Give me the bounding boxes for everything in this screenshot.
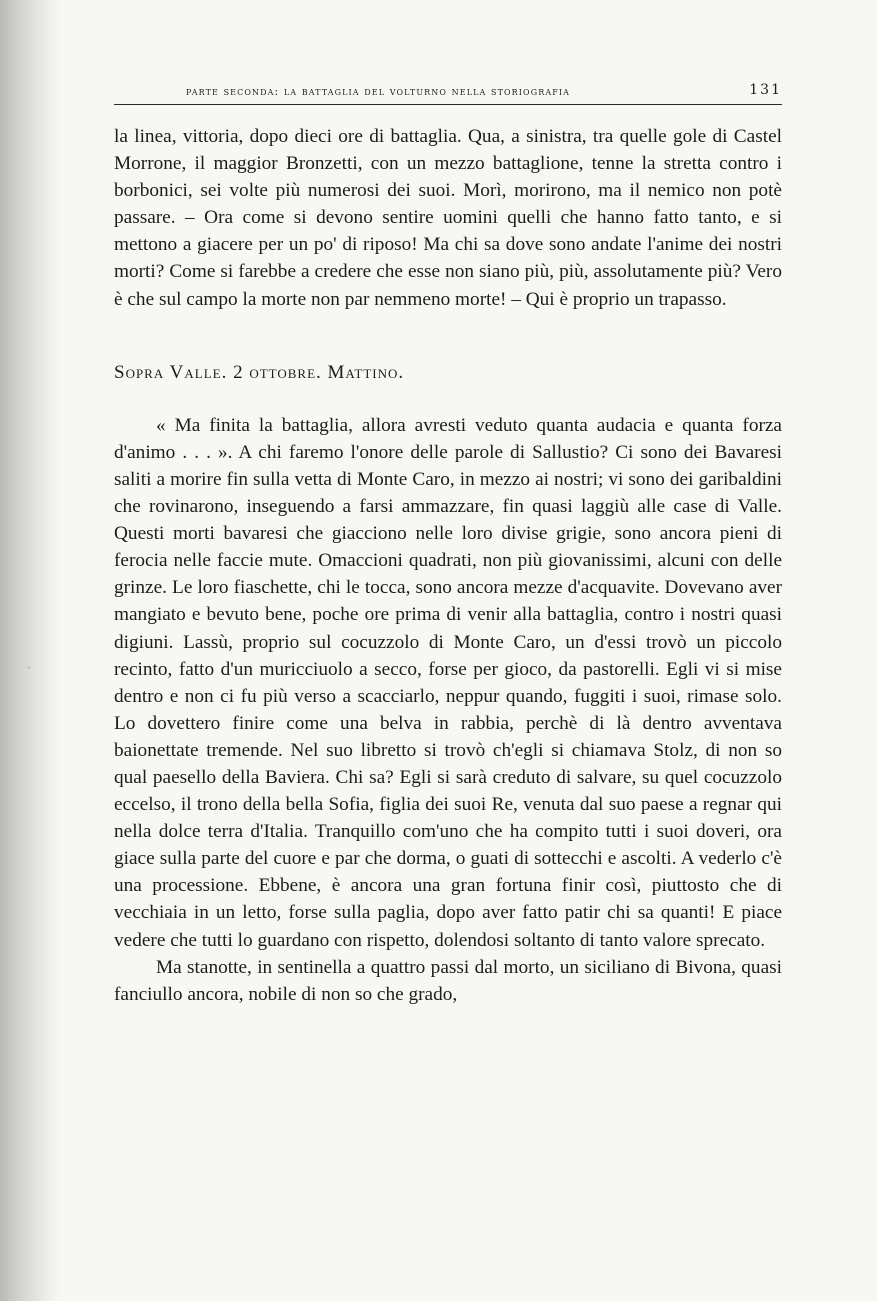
paragraph-sallustio: « Ma finita la battaglia, allora avresti veduto quanta audacia e quanta forza d'animo . . . ». A chi faremo l'onore delle parole di Sallustio? Ci sono dei Bavaresi saliti a morire fin sulla vetta di Monte Caro, in mezzo ai nostri; vi sono dei garibaldini che rovinarono, inseguendo a farsi ammazzare, fin quasi laggiù alle case di Valle. Questi morti bavaresi che giacciono nelle loro divise grigie, sono ancora pieni di ferocia nelle faccie mute. Omaccioni quadrati, non più giovanissimi, alcuni con delle grinze. Le loro fiaschette, chi le tocca, sono ancora mezze d'acquavite. Dovevano aver mangiato e bevuto bene, poche ore prima di venir alla battaglia, contro i nostri quasi digiuni. Lassù, proprio sul cocuzzolo di Monte Caro, un d'essi trovò un piccolo recinto, fatto d'un muricciuolo a secco, forse per gioco, da pastorelli. Egli vi si mise dentro e non ci fu più verso a scacciarlo, neppur quando, fuggiti i suoi, rimase solo. Lo dovettero finire come una belva in rabbia, perchè di là dentro avventava baionettate tremende. Nel suo libretto si trovò ch'egli si chiamava Stolz, di non so qual paesello della Baviera. Chi sa? Egli si sarà creduto di salvare, su quel cocuzzolo eccelso, il trono della bella Sofia, figlia dei suoi Re, venuta dal suo paese a regnar qui nella dolce terra d'Italia. Tranquillo com'uno che ha compito tutti i suoi doveri, ora giace sulla parte del cuore e par che dorma, o guati di sottecchi e ascolti. A vederlo c'è una processione. Ebbene, è ancora una gran fortuna finir così, piuttosto che di vecchiaia in un letto, forse sulla paglia, dopo aver fatto patir chi sa quanti! E piace vedere che tutti lo guardano con rispetto, dolendosi soltanto di tanto valore sprecato. bbox=[114, 414, 782, 951]
book-page bbox=[114, 78, 782, 1008]
page-number: 131 bbox=[749, 82, 782, 98]
running-title: parte seconda: la battaglia del volturno nella storiografia bbox=[186, 85, 570, 98]
binding-gutter-shadow bbox=[0, 0, 60, 1301]
paper-speck bbox=[27, 666, 31, 669]
paragraph-stanotte: Ma stanotte, in sentinella a quattro passi dal morto, un siciliano di Bivona, quasi fanciullo ancora, nobile di non so che grado, bbox=[114, 956, 782, 1005]
section-heading: Sopra Valle. 2 ottobre. Mattino. bbox=[114, 361, 405, 383]
running-header bbox=[114, 78, 782, 105]
paragraph-continued: la linea, vittoria, dopo dieci ore di battaglia. Qua, a sinistra, tra quelle gole di Castel Morrone, il maggior Bronzetti, con un mezzo battaglione, tenne la stretta contro i borbonici, sei volte più numerosi dei suoi. Morì, morirono, ma il nemico non potè passare. – Ora come si devono sentire uomini quelli che hanno fatto tanto, e si mettono a giacere per un po' di riposo! Ma chi sa dove sono andate l'anime dei nostri morti? Come si farebbe a credere che esse non siano più, più, assolutamente più? Vero è che sul campo la morte non par nemmeno morte! – Qui è proprio un trapasso. bbox=[114, 126, 782, 310]
body-text bbox=[114, 123, 782, 1008]
